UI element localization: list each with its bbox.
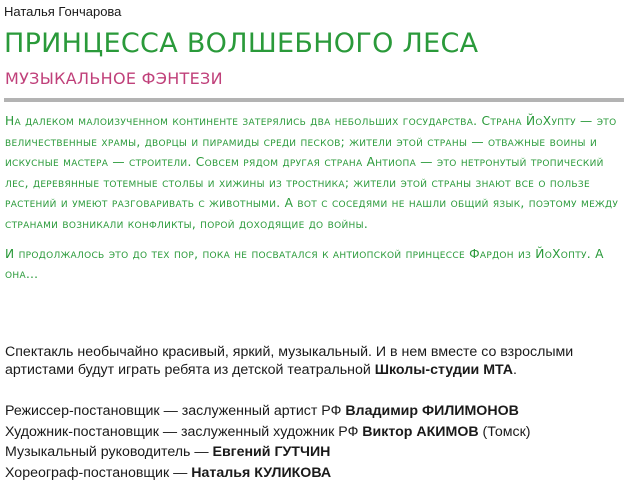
credits-list: [5, 401, 625, 483]
credit-role: Музыкальный руководитель —: [5, 444, 213, 460]
description-text: Спектакль необычайно красивый, яркий, музыкальный. И в нем вместе со взрослыми артистами будут играть ребята из детской театральной: [5, 344, 573, 378]
credit-role: Режиссер-постановщик — заслуженный артист РФ: [5, 403, 345, 419]
credit-designer: [5, 422, 625, 443]
credit-role: Хореограф-постановщик —: [5, 465, 191, 481]
synopsis-paragraph: И продолжалось это до тех пор, пока не посватался к антиопской принцессе Фардон из ЙоХопту. А она…: [5, 244, 619, 285]
credit-person: Наталья КУЛИКОВА: [191, 465, 331, 481]
school-name: Школы-студии МТА: [375, 362, 513, 378]
credit-person: Виктор АКИМОВ: [362, 424, 478, 440]
credit-extra: (Томск): [479, 424, 531, 440]
author-name: Наталья Гончарова: [4, 4, 121, 19]
synopsis: [5, 111, 619, 285]
divider: [4, 98, 624, 102]
credit-person: Владимир ФИЛИМОНОВ: [345, 403, 519, 419]
credit-role: Художник-постановщик — заслуженный художник РФ: [5, 424, 362, 440]
credit-director: [5, 401, 625, 422]
description-end: .: [513, 362, 517, 378]
description-paragraph: [5, 343, 625, 379]
play-genre: МУЗЫКАЛЬНОЕ ФЭНТЕЗИ: [5, 69, 223, 88]
credit-person: Евгений ГУТЧИН: [213, 444, 331, 460]
synopsis-paragraph: На далеком малоизученном континенте затерялись два небольших государства. Страна ЙоХупту — это величественные храмы, дворцы и пирамиды среди песков; жители этой страны — отважные воины и искусные мастера — строители. Совсем рядом другая страна Антиопа — это нетронутый тропический лес, деревянные тотемные столбы и хижины из тростника; жители этой страны знают все о пользе растений и умеют разговаривать с животными. А вот с соседями не нашли общий язык, поэтому между странами возникали конфликты, порой доходящие до войны.: [5, 111, 619, 235]
play-title: ПРИНЦЕССА ВОЛШЕБНОГО ЛЕСА: [4, 28, 478, 59]
description: [5, 343, 625, 379]
credit-music-director: [5, 442, 625, 463]
